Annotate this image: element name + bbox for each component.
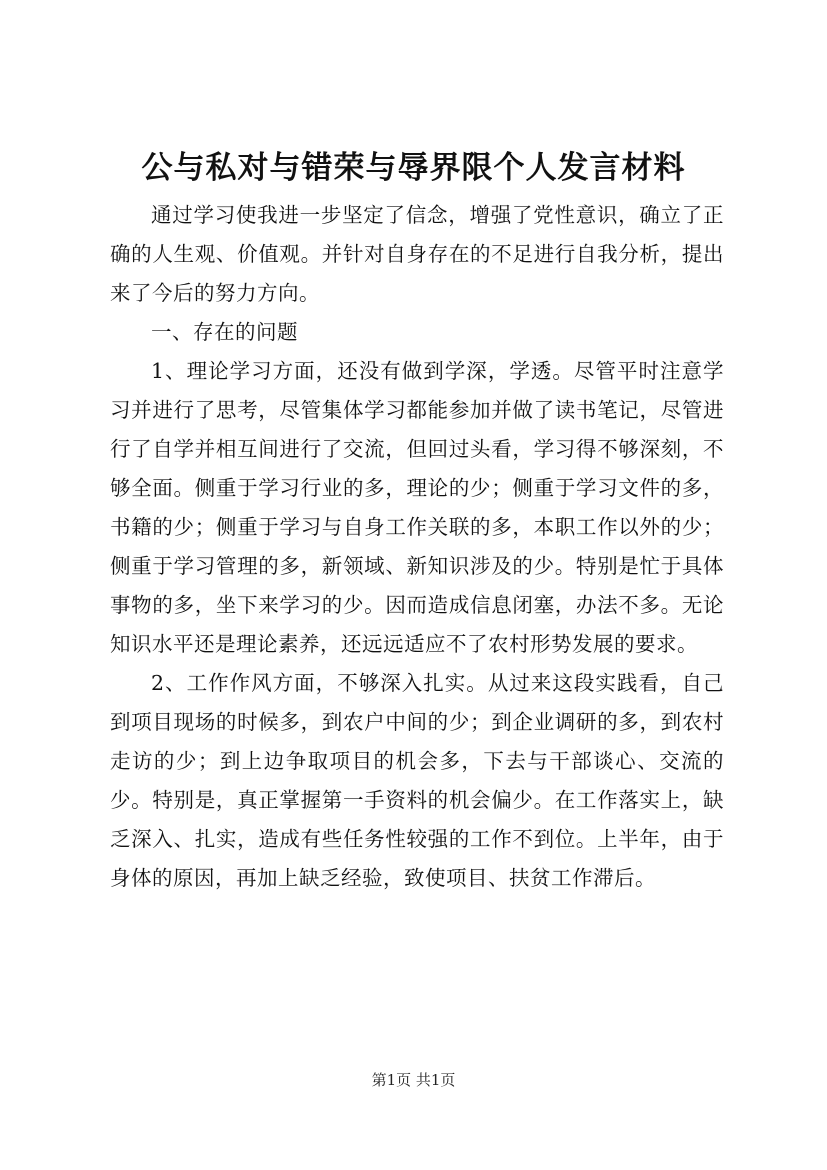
paragraph-theory-study: 1、理论学习方面，还没有做到学深，学透。尽管平时注意学习并进行了思考，尽管集体学习都能参加并做了读书笔记，尽管进行了自学并相互间进行了交流，但回过头看，学习得不够深刻，不够全面。侧重于学习行业的多，理论的少；侧重于学习文件的多，书籍的少；侧重于学习与自身工作关联的多，本职工作以外的少；侧重于学习管理的多，新领域、新知识涉及的少。特别是忙于具体事物的多，坐下来学习的少。因而造成信息闭塞，办法不多。无论知识水平还是理论素养，还远远适应不了农村形势发展的要求。 xyxy=(110,359,724,656)
document-title: 公与私对与错荣与辱界限个人发言材料 xyxy=(141,150,686,186)
paragraph-intro: 通过学习使我进一步坚定了信念，增强了党性意识，确立了正确的人生观、价值观。并针对自身存在的不足进行自我分析，提出来了今后的努力方向。 xyxy=(110,203,724,305)
document-body xyxy=(110,196,724,898)
paragraph-work-style: 2、工作作风方面，不够深入扎实。从过来这段实践看，自己到项目现场的时候多，到农户中间的少；到企业调研的多，到农村走访的少；到上边争取项目的机会多，下去与干部谈心、交流的少。特别是，真正掌握第一手资料的机会偏少。在工作落实上，缺乏深入、扎实，造成有些任务性较强的工作不到位。上半年，由于身体的原因，再加上缺乏经验，致使项目、扶贫工作滞后。 xyxy=(110,671,724,890)
page-number-label: 第1页 共1页 xyxy=(371,1071,456,1089)
page-footer xyxy=(0,1070,827,1090)
section-heading-problems: 一、存在的问题 xyxy=(151,320,298,344)
